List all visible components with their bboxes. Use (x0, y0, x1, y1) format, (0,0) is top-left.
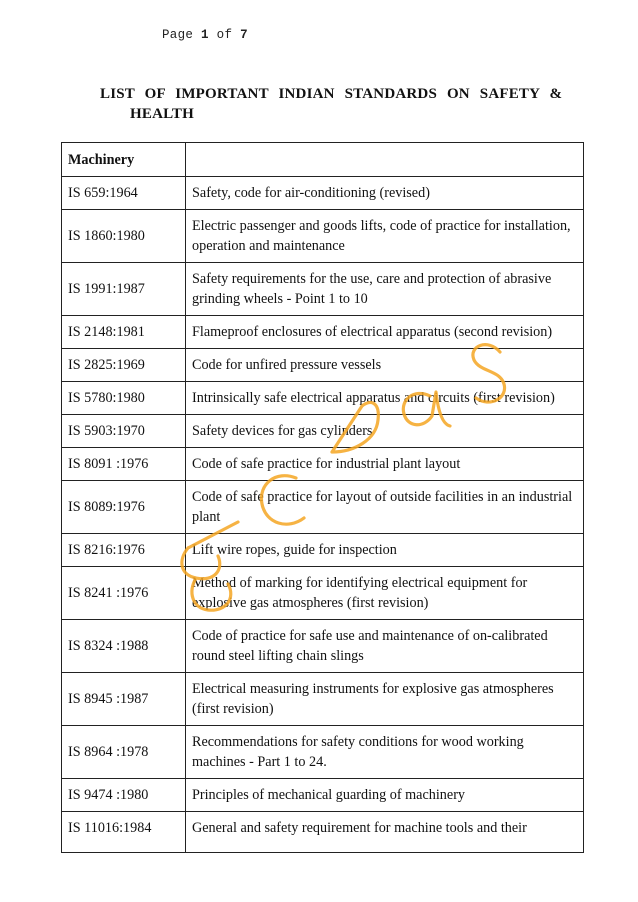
document-title (100, 84, 570, 124)
page-word: Page (162, 28, 194, 42)
table-row (62, 567, 584, 620)
table-row (62, 673, 584, 726)
table-row (62, 382, 584, 415)
standard-code: IS 1860:1980 (62, 210, 186, 263)
table-row (62, 448, 584, 481)
table-row (62, 779, 584, 812)
standard-code: IS 11016:1984 (62, 812, 186, 853)
table-row (62, 481, 584, 534)
standard-code: IS 5903:1970 (62, 415, 186, 448)
section-title: Machinery (62, 143, 186, 177)
standard-description: Principles of mechanical guarding of machinery (186, 779, 584, 812)
table-row (62, 534, 584, 567)
table-row (62, 415, 584, 448)
table-row (62, 726, 584, 779)
standard-code: IS 8324 :1988 (62, 620, 186, 673)
standard-description: Electric passenger and goods lifts, code of practice for installation, operation and maintenance (186, 210, 584, 263)
table-row (62, 316, 584, 349)
standard-description: Code for unfired pressure vessels (186, 349, 584, 382)
table-row (62, 177, 584, 210)
table-row (62, 349, 584, 382)
standard-code: IS 9474 :1980 (62, 779, 186, 812)
standard-description: Code of safe practice for industrial plant layout (186, 448, 584, 481)
title-line-1: LIST OF IMPORTANT INDIAN STANDARDS ON SAFETY & (100, 86, 563, 102)
standard-code: IS 2825:1969 (62, 349, 186, 382)
standard-description: Safety devices for gas cylinders (186, 415, 584, 448)
section-empty-cell (186, 143, 584, 177)
page-number-header (162, 28, 248, 42)
standard-code: IS 8091 :1976 (62, 448, 186, 481)
of-word: of (216, 28, 233, 42)
table-row (62, 263, 584, 316)
standard-code: IS 5780:1980 (62, 382, 186, 415)
standard-code: IS 8964 :1978 (62, 726, 186, 779)
section-header-row (62, 143, 584, 177)
table-row (62, 812, 584, 853)
title-line-2: HEALTH (130, 106, 195, 122)
table-row (62, 210, 584, 263)
standard-code: IS 1991:1987 (62, 263, 186, 316)
standard-code: IS 8216:1976 (62, 534, 186, 567)
standard-description: Safety requirements for the use, care and protection of abrasive grinding wheels - Point 1 to 10 (186, 263, 584, 316)
standard-code: IS 659:1964 (62, 177, 186, 210)
standards-table (61, 142, 584, 853)
standard-description: Intrinsically safe electrical apparatus and circuits (first revision) (186, 382, 584, 415)
standard-description: Lift wire ropes, guide for inspection (186, 534, 584, 567)
standard-code: IS 8241 :1976 (62, 567, 186, 620)
standard-description: Flameproof enclosures of electrical apparatus (second revision) (186, 316, 584, 349)
standard-description: Method of marking for identifying electrical equipment for explosive gas atmospheres (first revision) (186, 567, 584, 620)
standard-code: IS 8945 :1987 (62, 673, 186, 726)
standard-description: Electrical measuring instruments for explosive gas atmospheres (first revision) (186, 673, 584, 726)
standard-description: Recommendations for safety conditions for wood working machines - Part 1 to 24. (186, 726, 584, 779)
standard-code: IS 2148:1981 (62, 316, 186, 349)
standard-description: Safety, code for air-conditioning (revised) (186, 177, 584, 210)
standard-description: General and safety requirement for machine tools and their (186, 812, 584, 853)
total-pages-number: 7 (240, 28, 248, 42)
standard-code: IS 8089:1976 (62, 481, 186, 534)
standard-description: Code of practice for safe use and maintenance of on-calibrated round steel lifting chain slings (186, 620, 584, 673)
current-page-number: 1 (201, 28, 209, 42)
standard-description: Code of safe practice for layout of outside facilities in an industrial plant (186, 481, 584, 534)
table-row (62, 620, 584, 673)
